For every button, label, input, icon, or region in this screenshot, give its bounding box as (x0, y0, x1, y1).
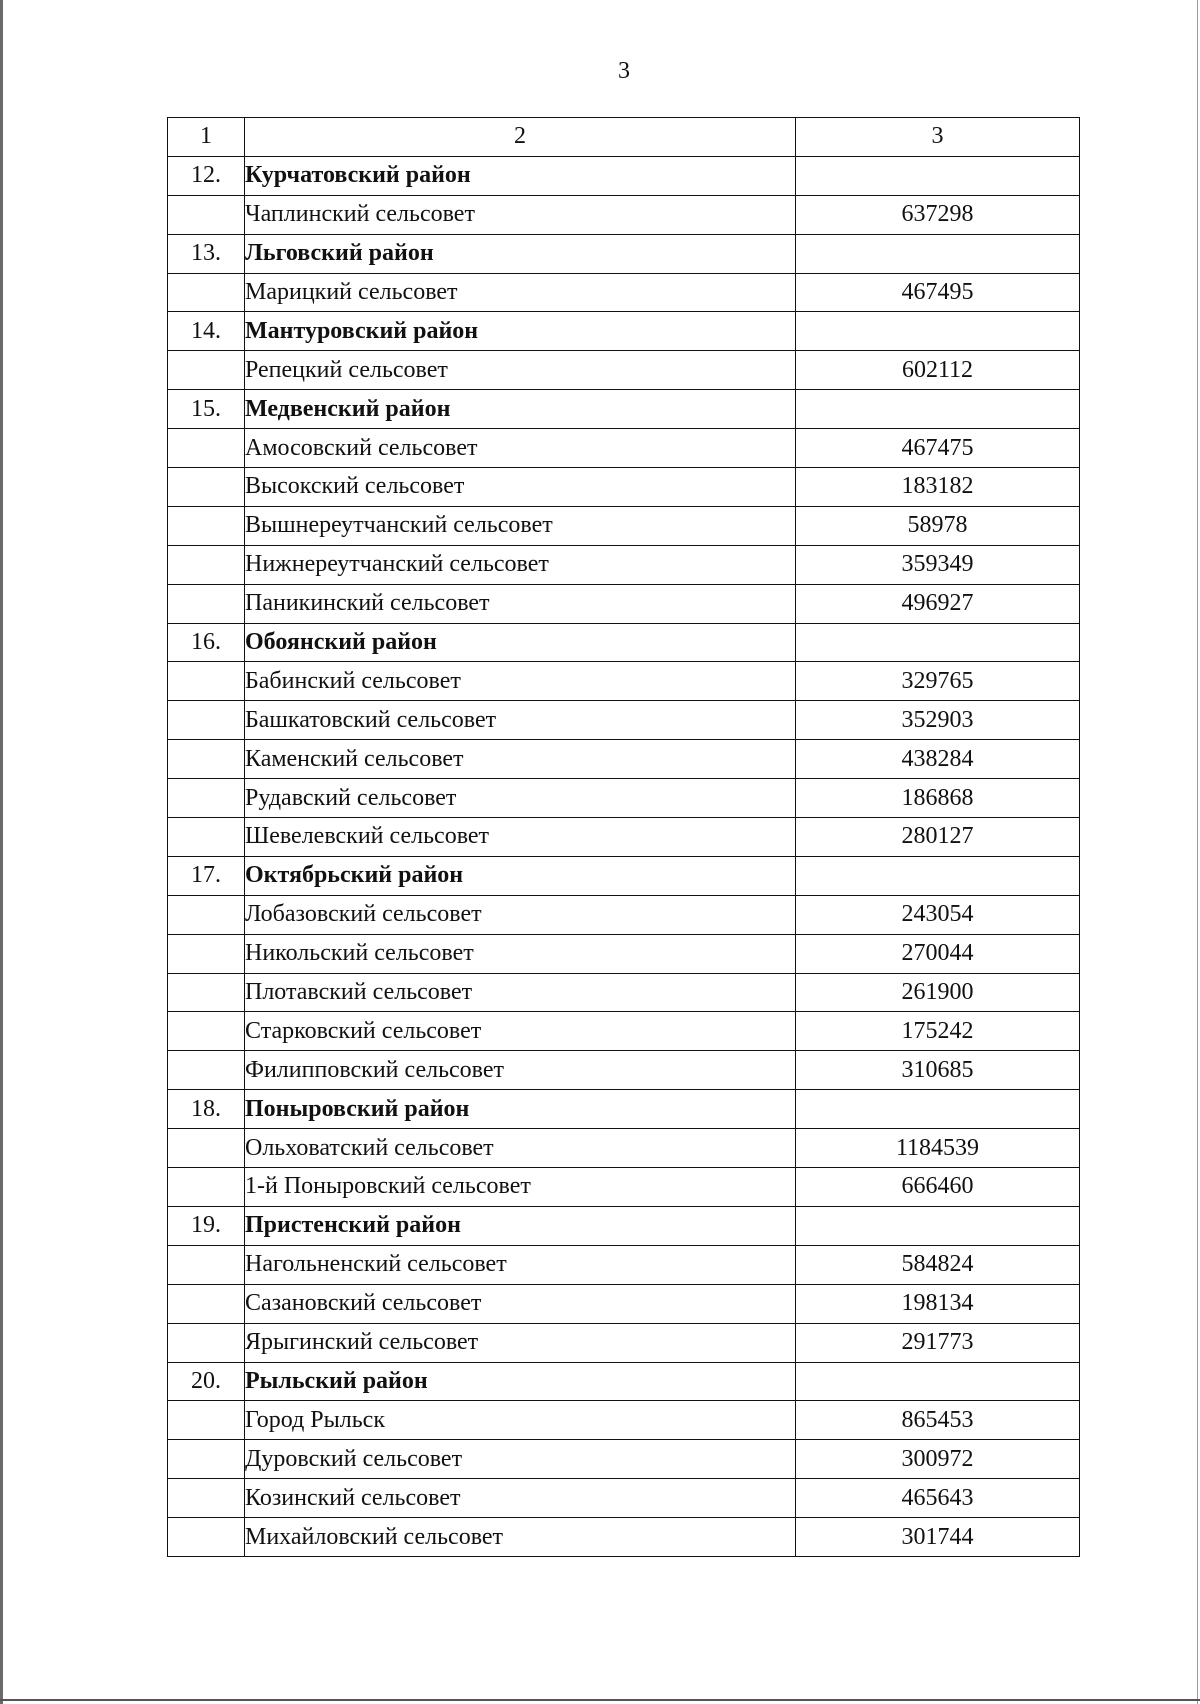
row-number-cell (168, 468, 245, 507)
row-number-cell (168, 1129, 245, 1168)
row-value-cell (796, 856, 1080, 895)
allocation-table (167, 117, 1080, 1557)
row-name-cell: Никольский сельсовет (245, 934, 796, 973)
row-value-cell: 1184539 (796, 1129, 1080, 1168)
table-row (168, 662, 1080, 701)
row-value-cell (796, 312, 1080, 351)
row-name-cell: Бабинский сельсовет (245, 662, 796, 701)
table-row (168, 195, 1080, 234)
header-cell-value: 3 (796, 118, 1080, 157)
row-value-cell: 58978 (796, 506, 1080, 545)
row-number-cell (168, 1323, 245, 1362)
district-row (168, 312, 1080, 351)
district-row (168, 1206, 1080, 1245)
row-value-cell (796, 1206, 1080, 1245)
row-number-cell (168, 584, 245, 623)
table-row (168, 429, 1080, 468)
row-number-cell (168, 506, 245, 545)
table-row (168, 273, 1080, 312)
table-row (168, 934, 1080, 973)
row-value-cell: 291773 (796, 1323, 1080, 1362)
row-number-cell (168, 818, 245, 857)
table-row (168, 1401, 1080, 1440)
row-name-cell: Вышнереутчанский сельсовет (245, 506, 796, 545)
row-name-cell: Мантуровский район (245, 312, 796, 351)
row-number-cell (168, 662, 245, 701)
row-name-cell: Ольховатский сельсовет (245, 1129, 796, 1168)
table-row (168, 818, 1080, 857)
row-number-cell: 16. (168, 623, 245, 662)
row-name-cell: Пристенский район (245, 1206, 796, 1245)
row-name-cell: Михайловский сельсовет (245, 1518, 796, 1557)
row-number-cell (168, 1284, 245, 1323)
row-name-cell: Плотавский сельсовет (245, 973, 796, 1012)
scan-edge-bottom (0, 1699, 1200, 1701)
table-row (168, 895, 1080, 934)
row-name-cell: Марицкий сельсовет (245, 273, 796, 312)
row-name-cell: Сазановский сельсовет (245, 1284, 796, 1323)
row-value-cell (796, 1362, 1080, 1401)
row-name-cell: Шевелевский сельсовет (245, 818, 796, 857)
row-value-cell: 467475 (796, 429, 1080, 468)
row-value-cell: 183182 (796, 468, 1080, 507)
district-row (168, 856, 1080, 895)
district-row (168, 1362, 1080, 1401)
row-name-cell: Ярыгинский сельсовет (245, 1323, 796, 1362)
table-row (168, 1284, 1080, 1323)
row-value-cell: 865453 (796, 1401, 1080, 1440)
row-name-cell: Амосовский сельсовет (245, 429, 796, 468)
row-value-cell: 175242 (796, 1012, 1080, 1051)
row-name-cell: Дуровский сельсовет (245, 1440, 796, 1479)
row-name-cell: Башкатовский сельсовет (245, 701, 796, 740)
row-value-cell: 666460 (796, 1168, 1080, 1207)
row-value-cell (796, 390, 1080, 429)
table-body (168, 118, 1080, 1557)
row-number-cell (168, 934, 245, 973)
district-row (168, 1090, 1080, 1129)
row-number-cell (168, 545, 245, 584)
table-row (168, 779, 1080, 818)
row-name-cell: Чаплинский сельсовет (245, 195, 796, 234)
row-name-cell: Козинский сельсовет (245, 1479, 796, 1518)
row-number-cell (168, 273, 245, 312)
row-value-cell: 465643 (796, 1479, 1080, 1518)
row-value-cell (796, 156, 1080, 195)
table-row (168, 1245, 1080, 1284)
row-value-cell: 496927 (796, 584, 1080, 623)
district-row (168, 390, 1080, 429)
table-row (168, 351, 1080, 390)
row-value-cell (796, 623, 1080, 662)
row-value-cell: 352903 (796, 701, 1080, 740)
row-number-cell (168, 1168, 245, 1207)
table-row (168, 1479, 1080, 1518)
row-number-cell (168, 195, 245, 234)
row-name-cell: Паникинский сельсовет (245, 584, 796, 623)
table-row (168, 1051, 1080, 1090)
table-row (168, 1323, 1080, 1362)
scan-edge-right (1197, 0, 1198, 1704)
row-name-cell: Курчатовский район (245, 156, 796, 195)
row-number-cell: 15. (168, 390, 245, 429)
table-row (168, 506, 1080, 545)
row-number-cell: 14. (168, 312, 245, 351)
row-value-cell (796, 1090, 1080, 1129)
row-number-cell (168, 1245, 245, 1284)
row-value-cell: 637298 (796, 195, 1080, 234)
scan-edge-left (0, 0, 3, 1704)
row-value-cell: 300972 (796, 1440, 1080, 1479)
table-row (168, 973, 1080, 1012)
row-value-cell: 301744 (796, 1518, 1080, 1557)
district-row (168, 623, 1080, 662)
table-row (168, 1168, 1080, 1207)
table-row (168, 701, 1080, 740)
table-row (168, 584, 1080, 623)
row-value-cell: 198134 (796, 1284, 1080, 1323)
row-name-cell: Льговский район (245, 234, 796, 273)
row-name-cell: Высокский сельсовет (245, 468, 796, 507)
row-name-cell: Старковский сельсовет (245, 1012, 796, 1051)
row-number-cell (168, 1518, 245, 1557)
row-value-cell: 186868 (796, 779, 1080, 818)
row-number-cell (168, 779, 245, 818)
row-value-cell (796, 234, 1080, 273)
header-cell-number: 1 (168, 118, 245, 157)
table-row (168, 740, 1080, 779)
row-value-cell: 584824 (796, 1245, 1080, 1284)
row-name-cell: Рудавский сельсовет (245, 779, 796, 818)
row-number-cell (168, 1440, 245, 1479)
row-value-cell: 270044 (796, 934, 1080, 973)
row-number-cell (168, 1012, 245, 1051)
row-name-cell: Октябрьский район (245, 856, 796, 895)
row-number-cell: 12. (168, 156, 245, 195)
row-number-cell: 18. (168, 1090, 245, 1129)
table-row (168, 468, 1080, 507)
row-name-cell: 1-й Поныровский сельсовет (245, 1168, 796, 1207)
table-row (168, 1440, 1080, 1479)
row-number-cell: 20. (168, 1362, 245, 1401)
row-number-cell (168, 973, 245, 1012)
row-number-cell: 19. (168, 1206, 245, 1245)
row-name-cell: Филипповский сельсовет (245, 1051, 796, 1090)
row-number-cell (168, 701, 245, 740)
table-header-row (168, 118, 1080, 157)
row-value-cell: 359349 (796, 545, 1080, 584)
row-value-cell: 243054 (796, 895, 1080, 934)
table-row (168, 1012, 1080, 1051)
row-name-cell: Рыльский район (245, 1362, 796, 1401)
row-name-cell: Обоянский район (245, 623, 796, 662)
row-number-cell: 13. (168, 234, 245, 273)
row-name-cell: Лобазовский сельсовет (245, 895, 796, 934)
page-number: 3 (618, 58, 630, 84)
row-number-cell (168, 1479, 245, 1518)
row-value-cell: 438284 (796, 740, 1080, 779)
row-number-cell: 17. (168, 856, 245, 895)
row-number-cell (168, 1051, 245, 1090)
row-name-cell: Репецкий сельсовет (245, 351, 796, 390)
row-name-cell: Город Рыльск (245, 1401, 796, 1440)
row-value-cell: 467495 (796, 273, 1080, 312)
row-name-cell: Нижнереутчанский сельсовет (245, 545, 796, 584)
district-row (168, 234, 1080, 273)
district-row (168, 156, 1080, 195)
row-number-cell (168, 740, 245, 779)
row-value-cell: 310685 (796, 1051, 1080, 1090)
table-row (168, 545, 1080, 584)
row-name-cell: Нагольненский сельсовет (245, 1245, 796, 1284)
row-name-cell: Поныровский район (245, 1090, 796, 1129)
row-value-cell: 280127 (796, 818, 1080, 857)
row-number-cell (168, 1401, 245, 1440)
row-value-cell: 602112 (796, 351, 1080, 390)
table-row (168, 1129, 1080, 1168)
table-row (168, 1518, 1080, 1557)
row-value-cell: 329765 (796, 662, 1080, 701)
row-number-cell (168, 429, 245, 468)
header-cell-name: 2 (245, 118, 796, 157)
row-name-cell: Каменский сельсовет (245, 740, 796, 779)
row-number-cell (168, 351, 245, 390)
row-name-cell: Медвенский район (245, 390, 796, 429)
row-value-cell: 261900 (796, 973, 1080, 1012)
row-number-cell (168, 895, 245, 934)
